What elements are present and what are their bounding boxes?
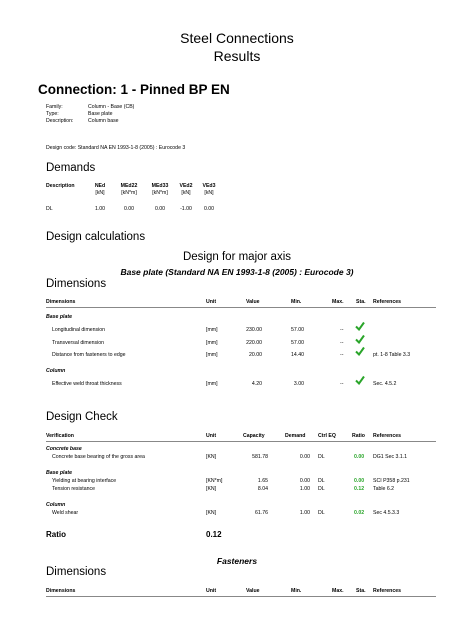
ratio-value: 0.12 <box>206 530 222 539</box>
check-heading: Design Check <box>46 411 118 423</box>
row-unit: [KN] <box>206 454 217 460</box>
dim-col-min: Min. <box>291 299 302 305</box>
check-icon <box>355 334 365 344</box>
demands-cell: 1.00 <box>94 206 106 212</box>
row-label: Tension resistance <box>52 486 95 492</box>
demands-col-description: Description <box>46 183 75 189</box>
report-subtitle: Results <box>213 48 261 64</box>
row-label: Longitudinal dimension <box>52 327 106 333</box>
demands-unit-med33: [kN*m] <box>152 190 168 196</box>
row-label: Effective weld throat thickness <box>52 381 122 387</box>
chk-group-base-plate: Base plate <box>46 470 72 476</box>
type-value: Base plate <box>88 111 113 117</box>
check-icon <box>355 346 365 356</box>
dim-col-dimensions: Dimensions <box>46 299 76 305</box>
row-max: -- <box>340 327 344 333</box>
chk-col-verification: Verification <box>46 433 74 439</box>
check-icon <box>355 375 365 385</box>
row-min: 3.00 <box>293 381 304 387</box>
row-ref: Sec 4.5.3.3 <box>373 510 400 516</box>
chk-col-demand: Demand <box>285 433 306 439</box>
demands-unit-ved2: [kN] <box>181 190 191 196</box>
row-capacity: 61.76 <box>255 510 268 516</box>
chk-col-references: References <box>373 433 401 439</box>
connection-title: Connection: 1 - Pinned BP EN <box>38 82 230 97</box>
fast-col-min: Min. <box>291 588 302 594</box>
row-unit: [mm] <box>206 340 218 346</box>
check-icon <box>355 321 365 331</box>
row-ref: pt. 1-8 Table 3.3 <box>373 352 411 358</box>
row-label: Weld shear <box>52 510 79 516</box>
connection-info-values <box>88 104 134 125</box>
divider <box>46 307 436 308</box>
chk-group-column: Column <box>46 502 66 508</box>
description-value: Column base <box>88 118 119 124</box>
chk-col-unit: Unit <box>206 433 217 439</box>
description-label: Description: <box>46 118 74 124</box>
row-unit: [mm] <box>206 327 218 333</box>
demands-cell: DL <box>46 206 53 212</box>
row-ratio: 0.00 <box>354 454 365 460</box>
demands-unit-ved3: [kN] <box>204 190 214 196</box>
fast-col-value: Value <box>246 588 260 594</box>
row-capacity: 581.78 <box>252 454 268 460</box>
calc-heading: Design calculations <box>46 231 146 243</box>
row-value: 4.20 <box>251 381 262 387</box>
row-demand: 0.00 <box>299 454 310 460</box>
row-min: 57.00 <box>291 327 304 333</box>
family-value: Column - Base (CB) <box>88 104 135 110</box>
row-ctrl: DL <box>318 486 325 492</box>
fast-col-references: References <box>373 588 401 594</box>
demands-cell: 0.00 <box>203 206 215 212</box>
ratio-label: Ratio <box>46 530 66 539</box>
row-ref: SCI P358 p.231 <box>373 478 410 484</box>
demands-cell: 0.00 <box>154 206 166 212</box>
axis-title: Design for major axis <box>182 251 291 263</box>
demands-unit-ned: [kN] <box>95 190 105 196</box>
row-demand: 0.00 <box>299 478 310 484</box>
demands-heading: Demands <box>46 162 96 174</box>
dimensions-heading: Dimensions <box>46 278 107 290</box>
dim-col-value: Value <box>246 299 260 305</box>
dim-col-unit: Unit <box>206 299 217 305</box>
row-unit: [KN] <box>206 510 217 516</box>
family-label: Family: <box>46 104 63 110</box>
row-value: 20.00 <box>249 352 262 358</box>
row-ctrl: DL <box>318 454 325 460</box>
connection-info-labels <box>46 104 73 125</box>
dim-group-base-plate: Base plate <box>46 314 72 320</box>
row-unit: [KN] <box>206 486 217 492</box>
row-max: -- <box>340 381 344 387</box>
demands-col-ned: NEd <box>94 183 106 189</box>
chk-group-concrete: Concrete base <box>46 446 82 452</box>
chk-col-ctrl: Ctrl EQ <box>318 433 336 439</box>
row-ctrl: DL <box>318 510 325 516</box>
report-title: Steel Connections <box>180 30 294 46</box>
row-ref: Sec. 4.5.2 <box>373 381 397 387</box>
dim-col-references: References <box>373 299 401 305</box>
demands-cell: 0.00 <box>123 206 135 212</box>
row-ref: Table 6.2 <box>373 486 395 492</box>
fast-col-sta: Sta. <box>356 588 366 594</box>
calc-subtitle: Base plate (Standard NA EN 1993-1-8 (2005) : Eurocode 3) <box>120 267 354 277</box>
row-value: 220.00 <box>246 340 262 346</box>
fast-col-dimensions: Dimensions <box>46 588 76 594</box>
row-ratio: 0.12 <box>354 486 365 492</box>
row-ratio: 0.02 <box>354 510 365 516</box>
row-ctrl: DL <box>318 478 325 484</box>
row-capacity: 1.65 <box>257 478 268 484</box>
dim-group-column: Column <box>46 368 66 374</box>
row-demand: 1.00 <box>299 486 310 492</box>
divider <box>46 596 436 597</box>
fast-col-unit: Unit <box>206 588 217 594</box>
row-label: Transversal dimension <box>52 340 104 346</box>
fast-col-max: Max. <box>332 588 344 594</box>
row-unit: [KN*m] <box>206 478 223 484</box>
demands-unit-med22: [kN*m] <box>121 190 137 196</box>
dim-col-sta: Sta. <box>356 299 366 305</box>
row-label: Distance from fasteners to edge <box>52 352 126 358</box>
demands-col-ved3: VEd3 <box>202 183 216 189</box>
row-ref: DG1 Sec 3.1.1 <box>373 454 408 460</box>
row-min: 57.00 <box>291 340 304 346</box>
row-label: Yielding at bearing interface <box>52 478 117 484</box>
row-max: -- <box>340 352 344 358</box>
fasteners-dimensions-heading: Dimensions <box>46 566 107 578</box>
row-ratio: 0.00 <box>354 478 365 484</box>
design-code: Design code: Standard NA EN 1993-1-8 (2005) : Eurocode 3 <box>46 145 186 151</box>
divider <box>46 441 436 442</box>
dim-col-max: Max. <box>332 299 344 305</box>
fasteners-title: Fasteners <box>216 556 258 566</box>
type-label: Type: <box>46 111 59 117</box>
chk-col-capacity: Capacity <box>243 433 265 439</box>
row-unit: [mm] <box>206 352 218 358</box>
row-min: 14.40 <box>291 352 304 358</box>
row-unit: [mm] <box>206 381 218 387</box>
row-max: -- <box>340 340 344 346</box>
demands-col-ved2: VEd2 <box>179 183 193 189</box>
demands-cell: -1.00 <box>180 206 192 212</box>
chk-col-ratio: Ratio <box>352 433 365 439</box>
row-demand: 1.00 <box>299 510 310 516</box>
row-label: Concrete base bearing of the gross area <box>52 454 145 460</box>
demands-col-med33: MEd33 <box>151 183 169 189</box>
row-capacity: 8.04 <box>257 486 268 492</box>
row-value: 230.00 <box>246 327 262 333</box>
demands-col-med22: MEd22 <box>120 183 138 189</box>
